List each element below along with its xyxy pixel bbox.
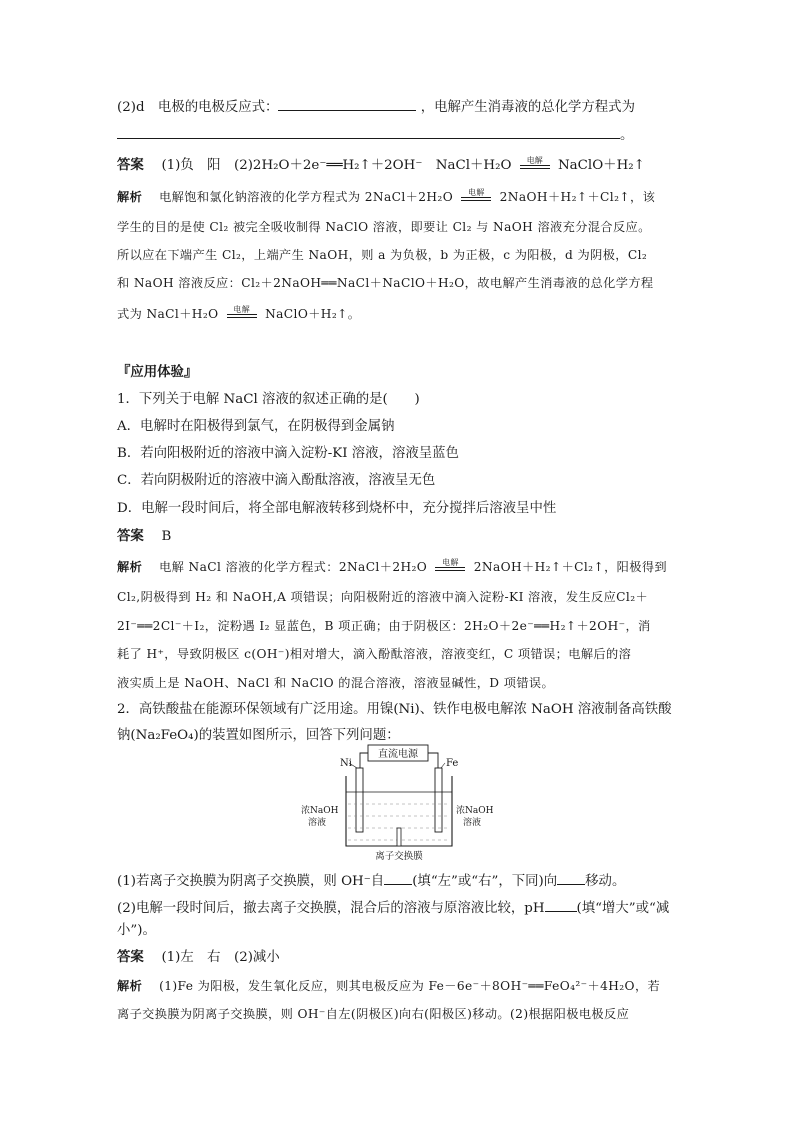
answer-line: 答案 B bbox=[117, 528, 172, 544]
electrolysis-condition: 电解 bbox=[227, 305, 257, 318]
analysis-line: 2I⁻══2Cl⁻＋I₂，淀粉遇 I₂ 显蓝色，B 项正确；由于阴极区：2H₂O＋2e⁻══H₂↑＋2OH⁻，消 bbox=[117, 619, 651, 633]
answer-line: 答案 (1)负 阳 (2)2H₂O＋2e⁻══H₂↑＋2OH⁻ NaCl＋H₂O 电解 NaClO＋H₂↑ bbox=[117, 156, 645, 173]
analysis-line: 式为 NaCl＋H₂O 电解 NaClO＋H₂↑。 bbox=[117, 305, 361, 321]
answer-label: 答案 bbox=[117, 528, 144, 544]
question-2d-line: (2)d 电极的电极反应式： ，电解产生消毒液的总化学方程式为 bbox=[117, 96, 635, 117]
analysis-line: Cl₂,阴极得到 H₂ 和 NaOH,A 项错误；向阳极附近的溶液中滴入淀粉-KI 溶液，发生反应Cl₂＋ bbox=[117, 590, 649, 604]
answer-blank[interactable] bbox=[557, 870, 585, 885]
fe-electrode bbox=[435, 768, 442, 832]
answer-line: 答案 (1)左 右 (2)减小 bbox=[117, 949, 280, 965]
ion-exchange-membrane bbox=[397, 828, 401, 846]
answer-label: 答案 bbox=[117, 949, 144, 965]
electrolysis-apparatus-figure bbox=[300, 742, 500, 862]
left-solution-label-2: 溶液 bbox=[308, 818, 327, 828]
question-2d-line-2: 。 bbox=[117, 124, 633, 145]
left-wire bbox=[360, 753, 368, 768]
left-solution-label: 浓NaOH bbox=[301, 806, 339, 816]
analysis-line: 液实质上是 NaOH、NaCl 和 NaClO 的混合溶液，溶液显碱性，D 项错误。 bbox=[117, 676, 555, 690]
option-d: D．电解一段时间后，将全部电解液转移到烧杯中，充分搅拌后溶液呈中性 bbox=[117, 501, 557, 516]
membrane-label: 离子交换膜 bbox=[375, 851, 423, 862]
ni-electrode bbox=[356, 768, 363, 832]
electrolysis-condition: 电解 bbox=[461, 188, 491, 201]
right-solution-label: 浓NaOH bbox=[456, 806, 494, 816]
analysis-line: 学生的目的是使 Cl₂ 被完全吸收制得 NaClO 溶液，即要让 Cl₂ 与 NaOH 溶液充分混合反应。 bbox=[117, 220, 651, 234]
answer-blank[interactable] bbox=[117, 124, 620, 139]
question-1-stem: 1．下列关于电解 NaCl 溶液的叙述正确的是( ) bbox=[117, 392, 420, 407]
analysis-line: 解析 电解 NaCl 溶液的化学方程式：2NaCl＋2H₂O 电解 2NaOH＋H₂↑＋Cl₂↑，阳极得到 bbox=[117, 558, 668, 574]
question-2-sub-1: (1)若离子交换膜为阴离子交换膜，则 OH⁻自 (填“左”或“右”，下同)向 移动。 bbox=[117, 870, 625, 891]
right-solution-label-2: 溶液 bbox=[463, 818, 482, 828]
right-wire bbox=[428, 753, 438, 768]
analysis-label: 解析 bbox=[117, 560, 143, 574]
analysis-label: 解析 bbox=[117, 190, 143, 204]
option-a: A．电解时在阳极得到氯气，在阴极得到金属钠 bbox=[117, 419, 395, 434]
answer-blank[interactable] bbox=[278, 96, 416, 111]
power-source-label: 直流电源 bbox=[378, 749, 418, 760]
analysis-line: 离子交换膜为阴离子交换膜，则 OH⁻自左(阴极区)向右(阳极区)移动。(2)根据阳极电极反应 bbox=[117, 1007, 630, 1021]
question-2-sub-2-cont: 小”)。 bbox=[117, 923, 156, 938]
analysis-line: 解析 电解饱和氯化钠溶液的化学方程式为 2NaCl＋2H₂O 电解 2NaOH＋H₂↑＋Cl₂↑，该 bbox=[117, 188, 656, 204]
right-electrode-label: Fe bbox=[446, 758, 459, 769]
electrolysis-condition: 电解 bbox=[435, 558, 465, 571]
analysis-line: 解析 (1)Fe 为阳极，发生氧化反应，则其电极反应为 Fe－6e⁻＋8OH⁻══FeO₄²⁻＋4H₂O，若 bbox=[117, 979, 661, 993]
question-2-sub-2: (2)电解一段时间后，撤去离子交换膜，混合后的溶液与原溶液比较，pH (填“增大”或“减 bbox=[117, 897, 669, 918]
analysis-line: 和 NaOH 溶液反应：Cl₂＋2NaOH══NaCl＋NaClO＋H₂O，故电解产生消毒液的总化学方程 bbox=[117, 276, 654, 290]
answer-blank[interactable] bbox=[545, 897, 577, 912]
electrolysis-condition: 电解 bbox=[520, 156, 550, 169]
question-2-stem: 钠(Na₂FeO₄)的装置如图所示，回答下列问题： bbox=[117, 728, 400, 743]
question-2-stem: 2．高铁酸盐在能源环保领域有广泛用途。用镍(Ni)、铁作电极电解浓 NaOH 溶液制备高铁酸 bbox=[117, 702, 672, 717]
analysis-line: 耗了 H⁺，导致阴极区 c(OH⁻)相对增大，滴入酚酞溶液，溶液变红，C 项错误；电解后的溶 bbox=[117, 647, 632, 661]
answer-label: 答案 bbox=[117, 157, 144, 173]
answer-blank[interactable] bbox=[384, 870, 412, 885]
analysis-line: 所以应在下端产生 Cl₂，上端产生 NaOH，则 a 为负极，b 为正极，c 为阳极，d 为阴极，Cl₂ bbox=[117, 248, 648, 262]
option-c: C．若向阴极附近的溶液中滴入酚酞溶液，溶液呈无色 bbox=[117, 473, 436, 488]
left-electrode-label: Ni bbox=[340, 758, 352, 769]
option-b: B．若向阳极附近的溶液中滴入淀粉-KI 溶液，溶液呈蓝色 bbox=[117, 446, 459, 461]
analysis-label: 解析 bbox=[117, 979, 143, 993]
section-title: 『应用体验』 bbox=[117, 364, 198, 380]
